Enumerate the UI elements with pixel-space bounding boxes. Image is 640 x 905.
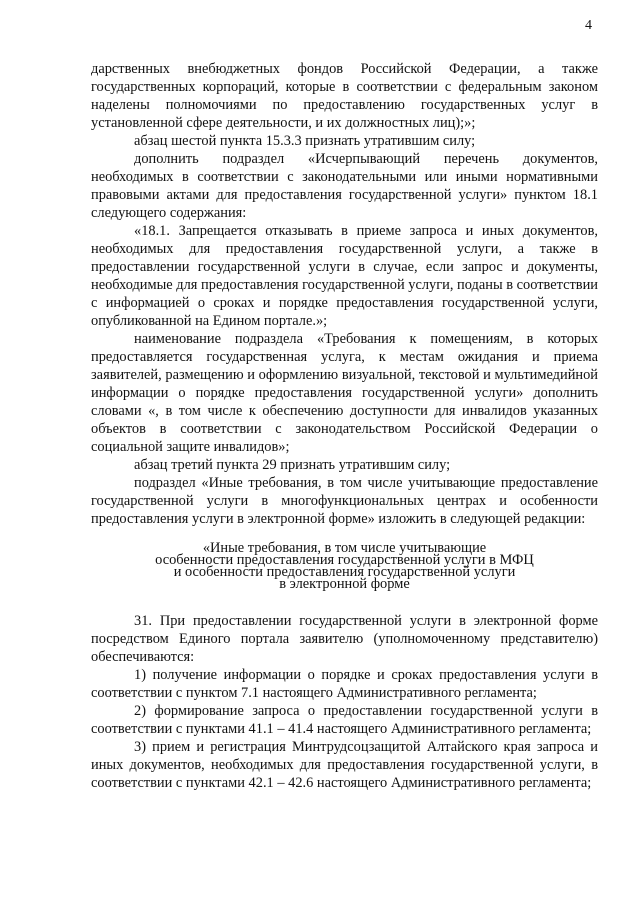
section-title-line: и особенности предоставления государственной услуги: [173, 564, 516, 580]
paragraph-subitem-2: 2) формирование запроса о предоставлении государственной услуги в соответствии с пунктами 41.1 – 41.4 настоящего Административного регламента;: [91, 703, 598, 737]
section-title-line: особенности предоставления государственной услуги в МФЦ: [155, 552, 534, 568]
section-title-line: в электронной форме: [279, 576, 410, 592]
paragraph-continuation: дарственных внебюджетных фондов Российской Федерации, а также государственных корпораций, которые в соответствии с федеральным законом наделены полномочиями по предоставлению государственных услуг в установленной сфере деятельности, и их должностных лиц);»;: [91, 61, 598, 131]
paragraph-supplement-18-1: дополнить подраздел «Исчерпывающий перечень документов, необходимых в соответствии с законодательными или иными нормативными правовыми актами для предоставления государственной услуги» пунктом 18.1 следующего содержания:: [91, 151, 598, 221]
page-content: [91, 60, 598, 792]
paragraph-18-1-text: «18.1. Запрещается отказывать в приеме запроса и иных документов, необходимых для предоставления государственной услуги, а также в предоставлении государственной услуги в случае, если запрос и документы, необходимые для предоставления государственной услуги, поданы в соответствии с информацией о сроках и порядке предоставления государственной услуги, опубликованной на Едином портале.»;: [91, 223, 598, 329]
section-title-line: «Иные требования, в том числе учитывающие: [202, 540, 487, 556]
page-number: 4: [585, 18, 592, 33]
paragraph-premises-requirements: наименование подраздела «Требования к помещениям, в которых предоставляется государственная услуга, к местам ожидания и приема заявителей, размещению и оформлению визуальной, текстовой и мультимедийной информации о порядке предоставления государственной услуги» дополнить словами «, в том числе к обеспечению доступности для инвалидов указанных объектов в соответствии с законодательством Российской Федерации о социальной защите инвалидов»;: [91, 331, 598, 455]
paragraph-subitem-1: 1) получение информации о порядке и сроках предоставления услуги в соответствии с пунктом 7.1 настоящего Административного регламента;: [91, 667, 598, 701]
paragraph-item-31: 31. При предоставлении государственной услуги в электронной форме посредством Единого портала заявителю (уполномоченному представителю) обеспечиваются:: [91, 613, 598, 665]
paragraph-other-requirements: подраздел «Иные требования, в том числе учитывающие предоставление государственной услуги в многофункциональных центрах и особенности предоставления услуги в электронной форме» изложить в следующей редакции:: [91, 475, 598, 527]
section-title: [91, 542, 598, 590]
paragraph-subitem-3: 3) прием и регистрация Минтрудсоцзащитой Алтайского края запроса и иных документов, необходимых для предоставления государственной услуги, в соответствии с пунктами 42.1 – 42.6 настоящего Административного регламента;: [91, 739, 598, 791]
paragraph-abzac-29: абзац третий пункта 29 признать утратившим силу;: [134, 457, 451, 473]
paragraph-abzac-15-3-3: абзац шестой пункта 15.3.3 признать утратившим силу;: [134, 133, 476, 149]
